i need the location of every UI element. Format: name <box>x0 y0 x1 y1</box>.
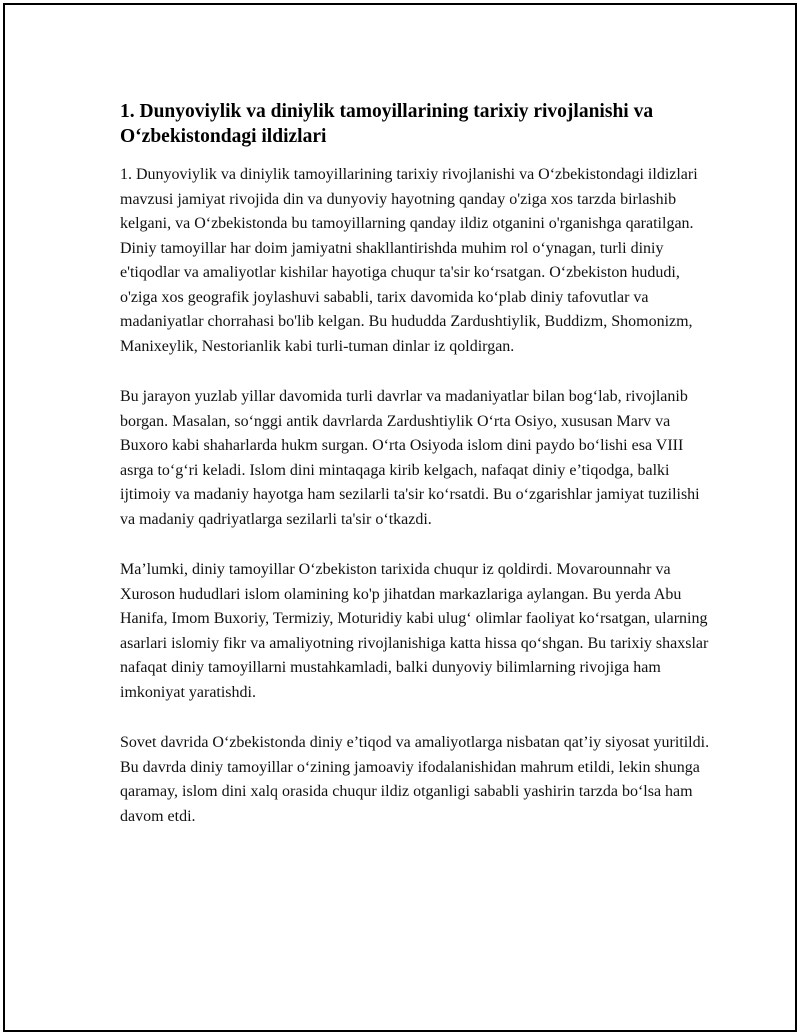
paragraph-2: Bu jarayon yuzlab yillar davomida turli davrlar va madaniyatlar bilan bog‘lab, rivojlanib borgan. Masalan, so‘nggi antik davrlarda Zardushtiylik O‘rta Osiyo, xususan Marv va Buxoro kabi shaharlarda hukm surgan. O‘rta Osiyoda islom dini paydo bo‘lishi esa VIII asrga to‘g‘ri keladi. Islom dini mintaqaga kirib kelgach, nafaqat diniy e’tiqodga, balki ijtimoiy va madaniy hayotga ham sezilarli ta'sir ko‘rsatdi. Bu o‘zgarishlar jamiyat tuzilishi va madaniy qadriyatlarga sezilarli ta'sir o‘tkazdi. <box>120 388 700 528</box>
paragraph-1: 1. Dunyoviylik va diniylik tamoyillarining tarixiy rivojlanishi va O‘zbekistondagi ildizlari mavzusi jamiyat rivojida din va dunyoviy hayotning qanday o'ziga xos tarzda birlashib kelgani, va O‘zbekistonda bu tamoyillarning qanday ildiz otganini o'rganishga qaratilgan. Diniy tamoyillar har doim jamiyatni shakllantirishda muhim rol o‘ynagan, turli diniy e'tiqodlar va amaliyotlar kishilar hayotiga chuqur ta'sir ko‘rsatgan. O‘zbekiston hududi, o'ziga xos geografik joylashuvi sababli, tarix davomida ko‘plab diniy tafovutlar va madaniyatlar chorrahasi bo'lib kelgan. Bu hududda Zardushtiylik, Buddizm, Shomonizm, Manixeylik, Nestorianlik kabi turli-tuman dinlar iz qoldirgan. <box>120 166 698 355</box>
paragraph-4: Sovet davrida O‘zbekistonda diniy e’tiqod va amaliyotlarga nisbatan qat’iy siyosat yuritildi. Bu davrda diniy tamoyillar o‘zining jamoaviy ifodalanishidan mahrum etildi, lekin shunga qaramay, islom dini xalq orasida chuqur ildiz otganligi sababli yashirin tarzda bo‘lsa ham davom etdi. <box>120 734 710 825</box>
paragraph-3: Ma’lumki, diniy tamoyillar O‘zbekiston tarixida chuqur iz qoldirdi. Movarounnahr va Xuroson hududlari islom olamining ko'p jihatdan markazlariga aylangan. Bu yerda Abu Hanifa, Imom Buxoriy, Termiziy, Moturidiy kabi ulug‘ olimlar faoliyat ko‘rsatgan, ularning asarlari islomiy fikr va amaliyotning rivojlanishiga katta hissa qo‘shgan. Bu tarixiy shaxslar nafaqat diniy tamoyillarni mustahkamladi, balki dunyoviy bilimlarning rivojiga ham imkoniyat yaratishdi. <box>120 561 709 701</box>
document-title: 1. Dunyoviylik va diniylik tamoyillarining tarixiy rivojlanishi va O‘zbekistondagi ildizlari <box>120 101 654 147</box>
page-frame <box>3 3 797 1032</box>
document-body <box>120 99 710 855</box>
